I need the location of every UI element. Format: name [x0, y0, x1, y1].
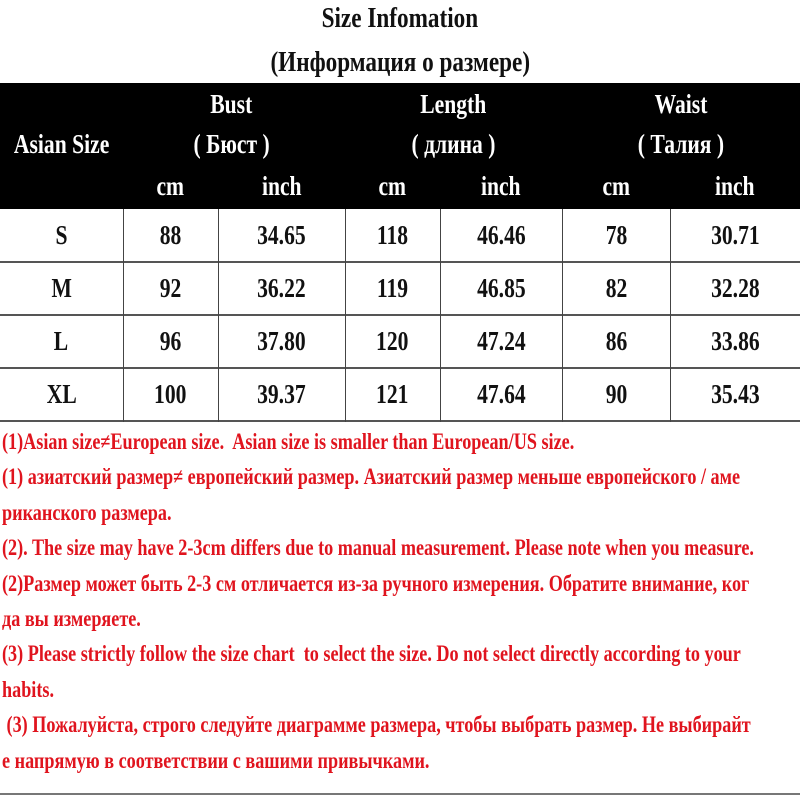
- column-divider: [562, 209, 563, 422]
- header-label: ( длина ): [411, 129, 496, 159]
- note-text: (2). The size may have 2-3cm differs due to manual measurement. Please note when you measure.: [2, 535, 754, 561]
- note-line: [2, 459, 800, 494]
- length-header-ru: [345, 129, 562, 160]
- cell-value: 78: [605, 220, 627, 250]
- cell-value: 35.43: [710, 379, 760, 409]
- measurement-cell: [218, 262, 345, 314]
- cell-value: 118: [376, 220, 409, 250]
- measurement-cell: [440, 262, 562, 314]
- cell-value: 33.86: [710, 326, 760, 356]
- note-line: [2, 495, 800, 530]
- cell-value: 86: [605, 326, 627, 356]
- cell-value: 36.22: [257, 273, 306, 303]
- unit-label: cm: [378, 171, 407, 201]
- table-row: [0, 262, 800, 316]
- cell-value: M: [51, 273, 72, 303]
- measurement-cell: [562, 209, 670, 261]
- bust-header: [123, 89, 340, 120]
- cell-value: 46.85: [476, 273, 526, 303]
- note-line: [2, 530, 800, 565]
- unit-label: cm: [602, 171, 630, 201]
- note-text: е напрямую в соответствии с вашими привычками.: [2, 747, 430, 773]
- header-label: Asian Size: [13, 129, 110, 159]
- cell-value: 88: [159, 220, 182, 250]
- unit-label: inch: [715, 171, 755, 201]
- header-label: Bust: [210, 89, 253, 119]
- note-line: [2, 424, 800, 459]
- measurement-cell: [440, 315, 562, 367]
- note-text: (1)Asian size≠European size. Asian size is smaller than European/US size.: [2, 429, 575, 454]
- subtitle-text: (Информация о размере): [270, 46, 530, 78]
- size-cell: [0, 209, 123, 261]
- table-row: [0, 209, 800, 263]
- note-line: [2, 601, 800, 636]
- note-text: (2)Размер может быть 2-3 см отличается из-за ручного измерения. Обратите внимание, ког: [2, 570, 750, 596]
- measurement-cell: [670, 368, 800, 420]
- measurement-cell: [562, 315, 670, 367]
- column-divider: [218, 209, 219, 422]
- bust-header-ru: [123, 129, 340, 160]
- note-line: [2, 743, 800, 778]
- measurement-cell: [670, 262, 800, 314]
- cell-value: 100: [154, 379, 187, 409]
- unit-cm: [345, 171, 440, 202]
- measurement-cell: [123, 209, 218, 261]
- column-divider: [123, 209, 124, 422]
- header-label: ( Бюст ): [193, 129, 270, 159]
- measurement-cell: [123, 368, 218, 420]
- measurement-cell: [670, 315, 800, 367]
- measurement-cell: [345, 209, 440, 261]
- measurement-cell: [345, 368, 440, 420]
- note-text: риканского размера.: [2, 499, 172, 525]
- unit-label: inch: [481, 171, 521, 201]
- column-divider: [345, 209, 346, 422]
- note-text: (1) азиатский размер≠ европейский размер. Азиатский размер меньше европейского / аме: [2, 464, 741, 490]
- measurement-cell: [218, 315, 345, 367]
- measurement-cell: [345, 315, 440, 367]
- cell-value: 37.80: [257, 326, 306, 356]
- header-label: Length: [420, 89, 487, 119]
- title-text: Size Infomation: [321, 2, 479, 34]
- measurement-cell: [562, 368, 670, 420]
- waist-header-ru: [562, 129, 800, 160]
- note-text: habits.: [2, 676, 55, 702]
- cell-value: 47.64: [476, 379, 526, 409]
- table-header: [0, 83, 800, 209]
- asian-size-header: [0, 129, 123, 160]
- cell-value: 90: [605, 379, 627, 409]
- cell-value: 82: [605, 273, 627, 303]
- cell-value: L: [54, 326, 69, 356]
- cell-value: XL: [46, 379, 77, 409]
- header-label: ( Талия ): [637, 129, 725, 159]
- unit-cm: [123, 171, 218, 202]
- measurement-cell: [123, 262, 218, 314]
- measurement-cell: [440, 209, 562, 261]
- unit-label: inch: [261, 171, 302, 201]
- cell-value: 39.37: [257, 379, 306, 409]
- measurement-cell: [123, 315, 218, 367]
- cell-value: 120: [376, 326, 409, 356]
- table-row: [0, 315, 800, 369]
- length-header: [345, 89, 562, 120]
- bottom-divider: [0, 793, 800, 795]
- page-subtitle: [0, 46, 800, 79]
- cell-value: 96: [159, 326, 182, 356]
- unit-inch: [218, 171, 345, 202]
- note-line: [2, 672, 800, 707]
- cell-value: 121: [376, 379, 409, 409]
- note-line: [2, 566, 800, 601]
- note-text: да вы измеряете.: [2, 605, 141, 631]
- measurement-cell: [440, 368, 562, 420]
- size-cell: [0, 262, 123, 314]
- note-line: [2, 707, 800, 742]
- cell-value: 46.46: [476, 220, 526, 250]
- cell-value: 92: [159, 273, 182, 303]
- measurement-cell: [345, 262, 440, 314]
- cell-value: 119: [376, 273, 409, 303]
- column-divider: [670, 209, 671, 422]
- unit-label: cm: [156, 171, 185, 201]
- cell-value: 30.71: [710, 220, 760, 250]
- note-text: (3) Please strictly follow the size chart to select the size. Do not select directly according to your: [2, 641, 741, 667]
- size-cell: [0, 315, 123, 367]
- unit-inch: [440, 171, 562, 202]
- measurement-cell: [670, 209, 800, 261]
- note-line: [2, 636, 800, 671]
- unit-cm: [562, 171, 670, 202]
- size-cell: [0, 368, 123, 420]
- cell-value: 34.65: [257, 220, 306, 250]
- note-text: (3) Пожалуйста, строго следуйте диаграмме размера, чтобы выбрать размер. Не выбирайт: [2, 712, 751, 738]
- cell-value: 32.28: [710, 273, 760, 303]
- waist-header: [562, 89, 800, 120]
- cell-value: 47.24: [476, 326, 526, 356]
- header-label: Waist: [654, 89, 708, 119]
- measurement-cell: [218, 209, 345, 261]
- measurement-cell: [562, 262, 670, 314]
- table-row: [0, 368, 800, 422]
- unit-inch: [670, 171, 800, 202]
- cell-value: S: [55, 220, 68, 250]
- column-divider: [440, 209, 441, 422]
- size-notes: [2, 424, 800, 778]
- page-title: [0, 2, 800, 35]
- measurement-cell: [218, 368, 345, 420]
